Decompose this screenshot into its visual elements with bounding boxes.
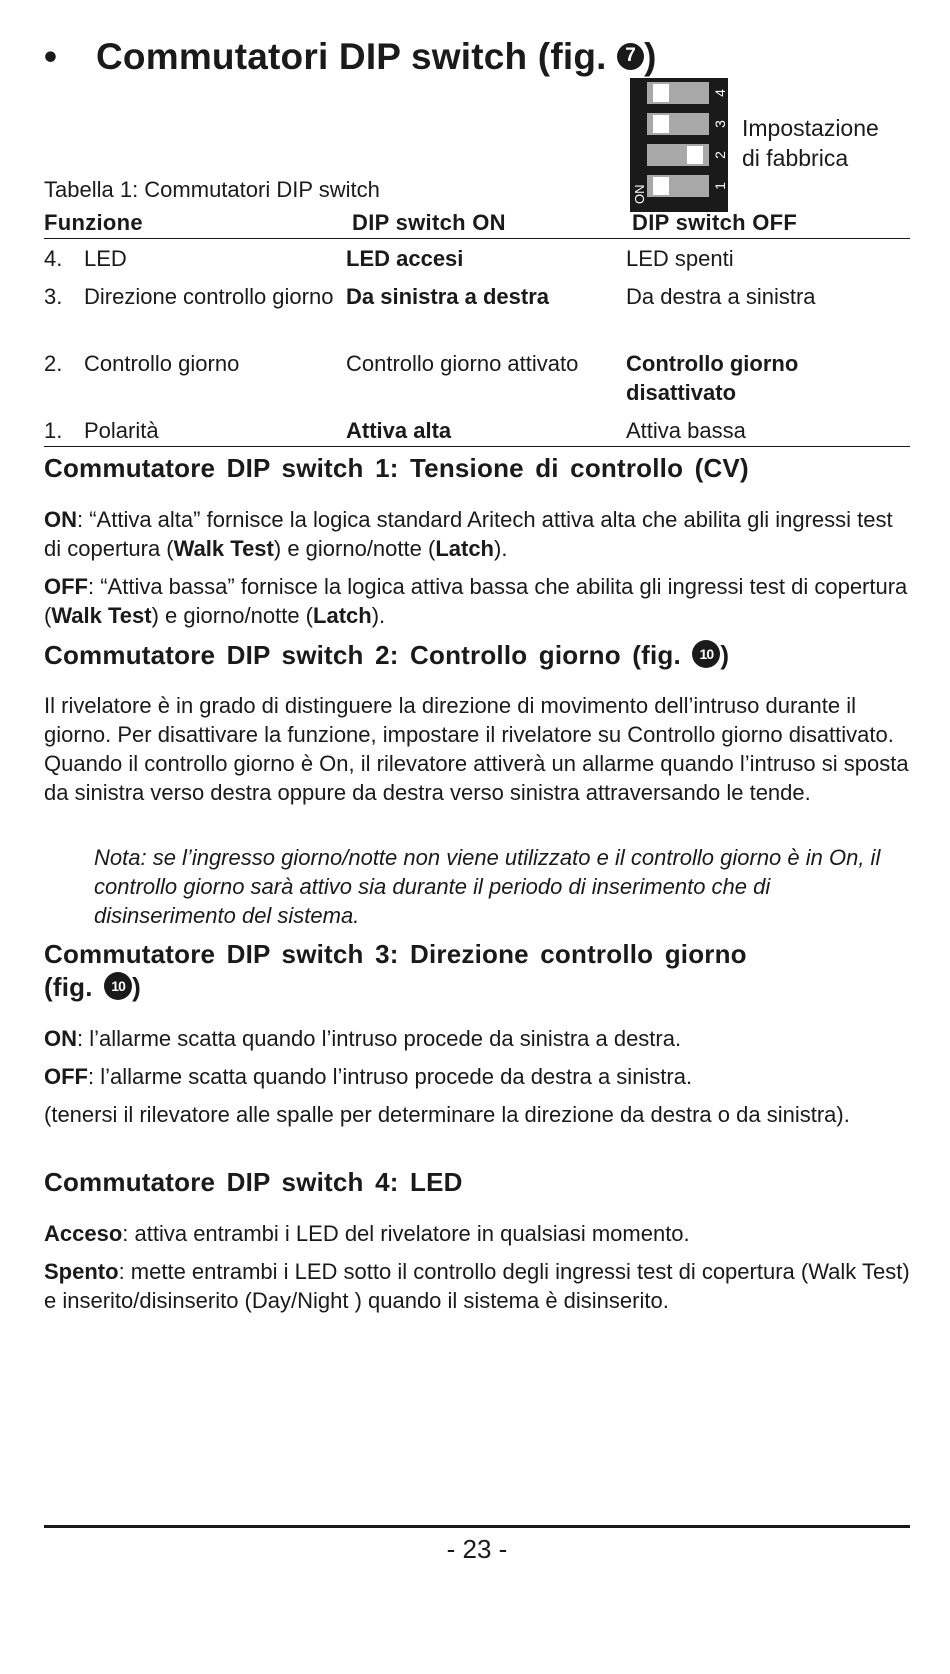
- row-funzione: LED: [84, 246, 127, 271]
- section3-on-paragraph: [44, 1024, 910, 1053]
- figure-number-badge: 7: [617, 43, 644, 70]
- row-on: Da sinistra a destra: [346, 284, 549, 309]
- section4-spento-paragraph: [44, 1257, 910, 1315]
- header-on: DIP switch ON: [352, 210, 506, 235]
- table-bottom-rule: [44, 446, 910, 447]
- section3-heading-fig: (fig.: [44, 972, 105, 1002]
- section2-heading: [44, 639, 729, 672]
- on-label: ON: [44, 507, 77, 532]
- dip-switch-4: [647, 82, 709, 104]
- dip-on-label: ON: [632, 184, 647, 204]
- on-text: ).: [494, 536, 508, 561]
- row-number: 2.: [44, 351, 63, 376]
- section3-heading-line1: Commutatore DIP switch 3: Direzione controllo giorno: [44, 939, 747, 969]
- title-bullet: •: [44, 36, 58, 77]
- section1-on-paragraph: [44, 505, 910, 563]
- dip-number-2: 2: [712, 151, 728, 159]
- row-number: 4.: [44, 246, 63, 271]
- section1-heading: Commutatore DIP switch 1: Tensione di controllo (CV): [44, 453, 749, 483]
- on-text: : “Attiva alta” fornisce la logica standard Aritech attiva alta che abilita gli ingressi test di copertura (: [44, 507, 893, 561]
- factory-caption-line1: Impostazione: [742, 115, 879, 141]
- latch-term: Latch: [313, 603, 372, 628]
- row-funzione: Controllo giorno: [84, 351, 240, 376]
- table-header: [44, 206, 910, 239]
- dip-switch-table: [44, 206, 910, 443]
- off-text: : l’allarme scatta quando l’intruso procede da destra a sinistra.: [88, 1064, 693, 1089]
- spento-label: Spento: [44, 1259, 119, 1284]
- section1-off-paragraph: [44, 572, 910, 630]
- off-text: : “Attiva bassa” fornisce la logica attiva bassa che abilita gli ingressi test di copertura (: [44, 574, 908, 628]
- section2-heading-close: ): [720, 640, 730, 670]
- row-funzione: Polarità: [84, 418, 159, 443]
- dip-switch-2: [647, 144, 709, 166]
- page-number: - 23 -: [446, 1534, 508, 1564]
- dip-number-3: 3: [712, 120, 728, 128]
- title-text: Commutatori DIP switch (fig.: [96, 36, 618, 77]
- acceso-label: Acceso: [44, 1221, 123, 1246]
- header-off: DIP switch OFF: [632, 210, 798, 235]
- off-label: OFF: [44, 1064, 88, 1089]
- walk-test-term: Walk Test: [51, 603, 152, 628]
- row-number: 3.: [44, 284, 63, 309]
- dip-knob-3: [653, 115, 669, 133]
- dip-switch-diagram: [630, 78, 728, 212]
- spento-text: : mette entrambi i LED sotto il controllo degli ingressi test di copertura (Walk Test) e inserito/disinserito (Day/Night ) quando il sistema è disinserito.: [44, 1259, 910, 1313]
- row-off: Controllo giorno disattivato: [626, 351, 799, 405]
- section2-note: Nota: se l’ingresso giorno/notte non viene utilizzato e il controllo giorno è in On, il controllo giorno sarà attivo sia durante il periodo di inserimento che di disinserimento del sistema.: [94, 845, 881, 928]
- section4-acceso-paragraph: [44, 1219, 910, 1248]
- dip-knob-4: [653, 84, 669, 102]
- section3-heading-close: ): [132, 972, 141, 1002]
- on-label: ON: [44, 1026, 77, 1051]
- section3-note-paragraph: (tenersi il rilevatore alle spalle per determinare la direzione da destra o da sinistra).: [44, 1102, 850, 1127]
- section3-heading: [44, 938, 844, 1004]
- dip-number-1: 1: [712, 182, 728, 190]
- on-text: ) e giorno/notte (: [273, 536, 436, 561]
- section4-heading: Commutatore DIP switch 4: LED: [44, 1167, 463, 1197]
- row-number: 1.: [44, 418, 63, 443]
- row-on: LED accesi: [346, 246, 464, 271]
- factory-setting-caption: [742, 113, 879, 173]
- figure-number-badge: 10: [692, 640, 720, 668]
- factory-caption-line2: di fabbrica: [742, 145, 849, 171]
- row-funzione: Direzione controllo giorno: [84, 284, 334, 309]
- dip-number-4: 4: [712, 89, 728, 97]
- section2-body: Il rivelatore è in grado di distinguere la direzione di movimento dell’intruso durante il giorno. Per disattivare la funzione, impostare il rivelatore su Controllo giorno disattivato. Quando il controllo giorno è On, il rilevatore attiverà un allarme quando l’intruso si sposta da sinistra verso destra oppure da destra verso sinistra attraversando le tende.: [44, 693, 909, 805]
- dip-knob-1: [653, 177, 669, 195]
- section3-off-paragraph: [44, 1062, 910, 1091]
- off-text: ).: [371, 603, 386, 628]
- section3-heading-line2: [44, 971, 844, 1004]
- off-label: OFF: [44, 574, 88, 599]
- figure-number-badge: 10: [104, 972, 132, 1000]
- page-title: [44, 36, 657, 78]
- row-off: Da destra a sinistra: [626, 284, 816, 309]
- row-off: Attiva bassa: [626, 418, 746, 443]
- section2-heading-text: Commutatore DIP switch 2: Controllo giorno (fig.: [44, 640, 693, 670]
- latch-term: Latch: [435, 536, 494, 561]
- dip-knob-2: [687, 146, 703, 164]
- off-text: ) e giorno/notte (: [151, 603, 314, 628]
- row-on: Attiva alta: [346, 418, 452, 443]
- table-caption: Tabella 1: Commutatori DIP switch: [44, 177, 380, 202]
- footer-rule: [44, 1525, 910, 1528]
- title-close: ): [644, 36, 657, 77]
- on-text: : l’allarme scatta quando l’intruso procede da sinistra a destra.: [77, 1026, 682, 1051]
- acceso-text: : attiva entrambi i LED del rivelatore in qualsiasi momento.: [122, 1221, 690, 1246]
- row-on: Controllo giorno attivato: [346, 351, 579, 376]
- walk-test-term: Walk Test: [173, 536, 274, 561]
- dip-switch-3: [647, 113, 709, 135]
- row-off: LED spenti: [626, 246, 734, 271]
- dip-switch-1: [647, 175, 709, 197]
- header-funzione: Funzione: [44, 210, 143, 235]
